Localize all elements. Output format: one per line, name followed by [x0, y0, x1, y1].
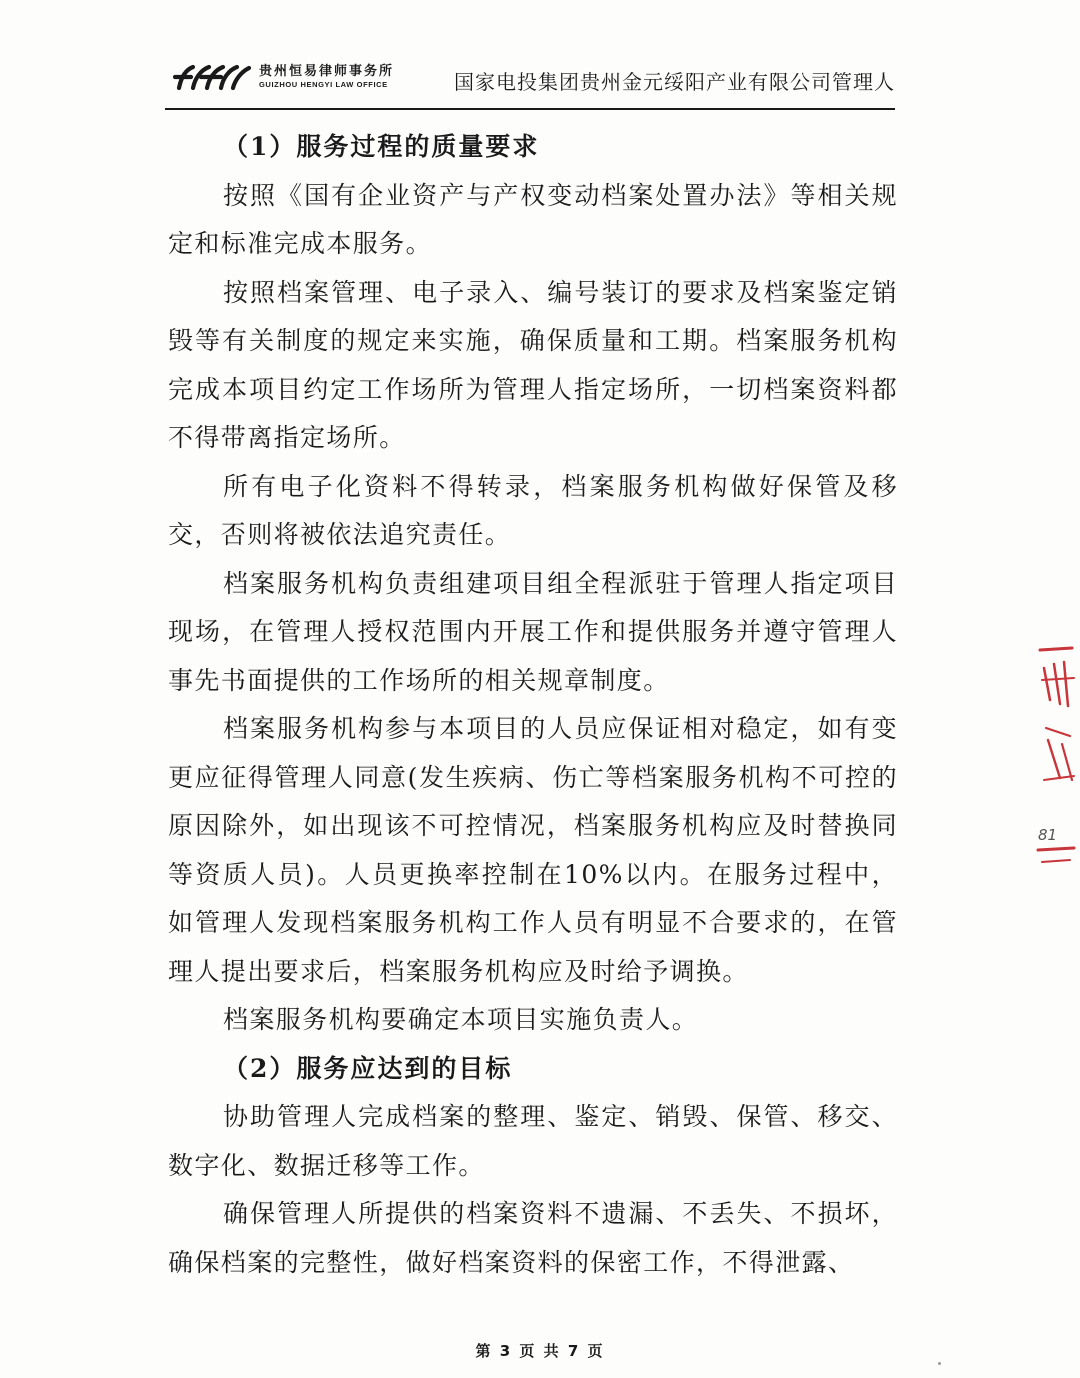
scan-speck: [938, 1362, 941, 1365]
document-body: [168, 120, 898, 1287]
paragraph: 协助管理人完成档案的整理、鉴定、销毁、保管、移交、数字化、数据迁移等工作。: [168, 1102, 898, 1180]
page-number: 第 3 页 共 7 页: [475, 1342, 605, 1360]
logo-english-name: GUIZHOU HENGYI LAW OFFICE: [259, 80, 388, 90]
logo-chinese-name: 贵州恒易律师事务所: [259, 64, 395, 80]
paragraph: 按照《国有企业资产与产权变动档案处置办法》等相关规定和标准完成本服务。: [168, 180, 898, 258]
paragraph: 档案服务机构负责组建项目组全程派驻于管理人指定项目现场，在管理人授权范围内开展工作和提供服务并遵守管理人事先书面提供的工作场所的相关规章制度。: [168, 568, 898, 695]
section-heading-1: （1）服务过程的质量要求: [223, 132, 540, 161]
paragraph: 所有电子化资料不得转录，档案服务机构做好保管及移交，否则将被依法追究责任。: [168, 471, 898, 549]
section-heading-2: （2）服务应达到的目标: [223, 1053, 513, 1083]
seal-number: 81: [1038, 826, 1058, 844]
paragraph: 确保管理人所提供的档案资料不遗漏、不丢失、不损坏，确保档案的完整性，做好档案资料的保密工作，不得泄露、: [168, 1199, 898, 1277]
paragraph: 档案服务机构要确定本项目实施负责人。: [223, 1005, 699, 1034]
page-header: [165, 52, 895, 110]
paragraph: 档案服务机构参与本项目的人员应保证相对稳定，如有变更应征得管理人同意(发生疾病、伤亡等档案服务机构不可控的原因除外，如出现该不可控情况，档案服务机构应及时替换同等资质人员)。人员更换率控制在10%以内。在服务过程中，如管理人发现档案服务机构工作人员有明显不合要求的，在管理人提出要求后，档案服务机构应及时给予调换。: [168, 714, 898, 986]
red-seal-stamp: [1030, 640, 1080, 870]
header-client-title: 国家电投集团贵州金元绥阳产业有限公司管理人: [454, 70, 895, 94]
law-office-logo: [171, 62, 394, 92]
paragraph: 按照档案管理、电子录入、编号装订的要求及档案鉴定销毁等有关制度的规定来实施，确保质量和工期。档案服务机构完成本项目约定工作场所为管理人指定场所，一切档案资料都不得带离指定场所。: [168, 277, 898, 452]
hengyi-logo-icon: [171, 62, 253, 92]
